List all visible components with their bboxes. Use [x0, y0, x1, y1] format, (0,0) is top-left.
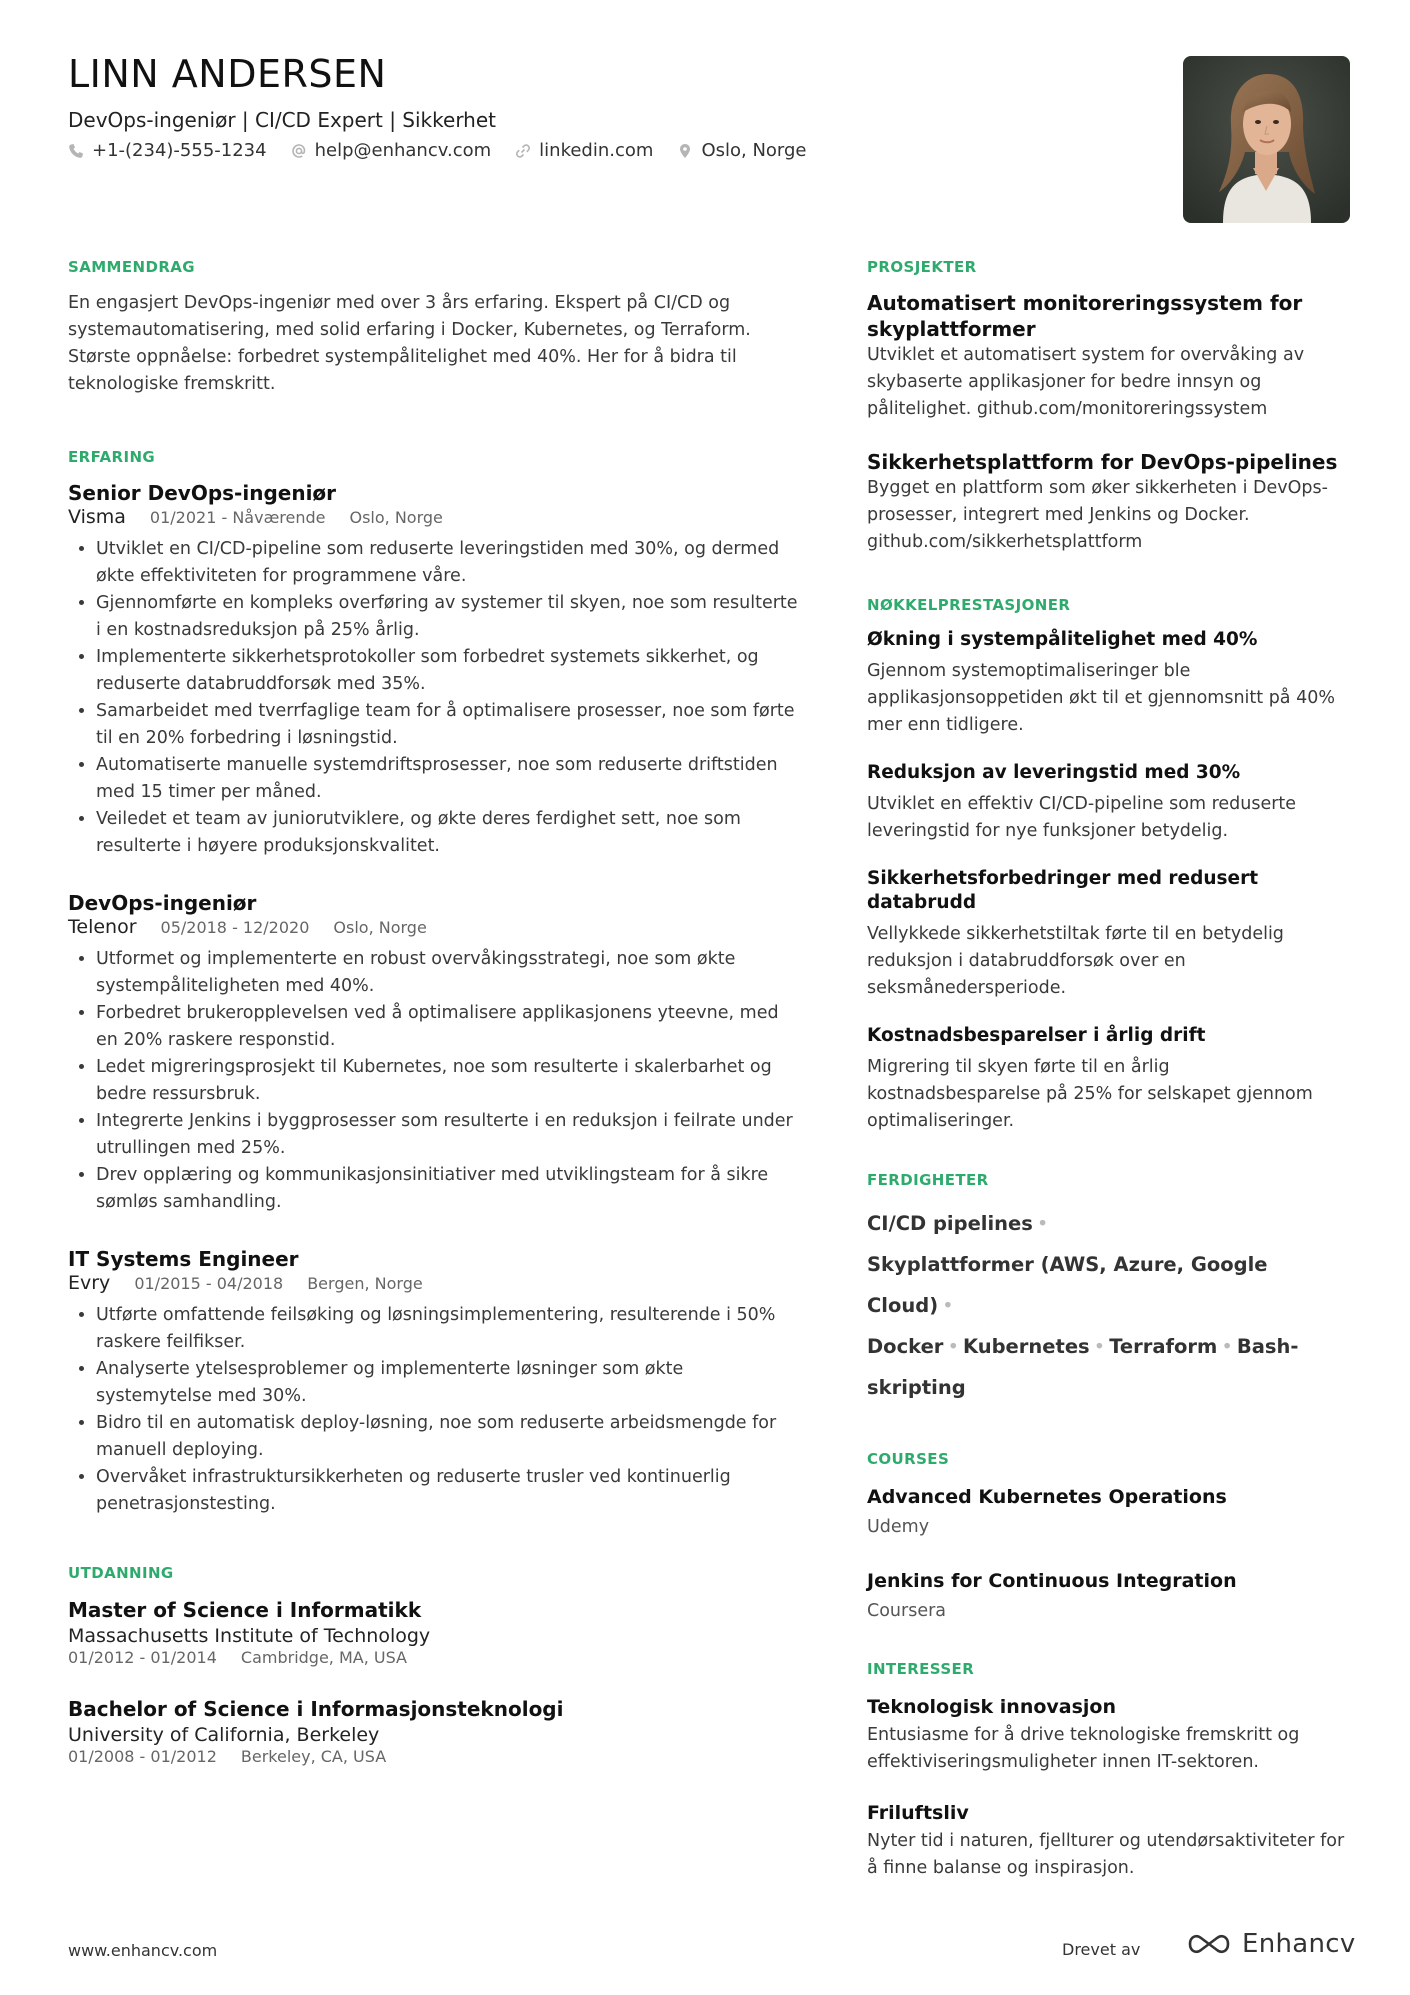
- interests-section: [867, 1660, 1347, 1882]
- job-bullet: • Utformet og implementerte en robust overvåkingsstrategi, noe som økte systempåliteligheten med 40%.: [96, 946, 798, 1000]
- skills-heading: FERDIGHETER: [867, 1171, 989, 1189]
- footer-website-link[interactable]: www.enhancv.com: [68, 1941, 218, 1960]
- education-degree: Bachelor of Science i Informasjonsteknologi: [68, 1697, 564, 1721]
- achievement-description: Utviklet en effektiv CI/CD-pipeline som reduserte leveringstid for nye funksjoner betydelig.: [867, 794, 1297, 841]
- education-location: Cambridge, MA, USA: [240, 1648, 407, 1667]
- job-bullet: • Bidro til en automatisk deploy-løsning, noe som reduserte arbeidsmengde for manuell deploying.: [96, 1410, 798, 1464]
- job-meta: [68, 916, 798, 938]
- achievement-entry: [867, 628, 1347, 739]
- job-dates: 01/2021 - Nåværende: [149, 508, 326, 527]
- education-location: Berkeley, CA, USA: [240, 1747, 387, 1766]
- job-bullets: [68, 1302, 798, 1518]
- skills-section: [867, 1171, 1347, 1408]
- job-meta: [68, 1272, 798, 1294]
- summary-heading: SAMMENDRAG: [68, 258, 195, 276]
- job-location: Bergen, Norge: [307, 1274, 423, 1293]
- job-title: DevOps-ingeniør: [68, 891, 257, 915]
- project-entry: [867, 290, 1347, 423]
- job-bullet: • Analyserte ytelsesproblemer og implementerte løsninger som økte systemytelse med 30%.: [96, 1356, 798, 1410]
- education-entry: [68, 1596, 798, 1667]
- candidate-headline: DevOps-ingeniør | CI/CD Expert | Sikkerhet: [68, 108, 497, 132]
- separator-dot: •: [1036, 1212, 1049, 1235]
- phone-text: +1-(234)-555-1234: [92, 140, 267, 161]
- skill-tag: Terraform: [1109, 1335, 1218, 1358]
- contact-linkedin[interactable]: [515, 140, 653, 161]
- separator-dot: •: [947, 1335, 959, 1358]
- location-text: Oslo, Norge: [701, 140, 807, 161]
- achievement-entry: [867, 761, 1347, 845]
- skill-row: [867, 1244, 1347, 1326]
- achievement-description: Vellykkede sikkerhetstiltak førte til en betydelig reduksjon i databruddforsøk over en seksmånedersperiode.: [867, 924, 1284, 998]
- achievements-section: [867, 596, 1347, 1135]
- education-school: University of California, Berkeley: [68, 1724, 380, 1746]
- job-bullets: [68, 946, 798, 1216]
- portrait-image: [1183, 56, 1350, 223]
- job-title: Senior DevOps-ingeniør: [68, 481, 337, 505]
- brand-wordmark: Enhancv: [1242, 1929, 1356, 1959]
- job-bullet: • Utførte omfattende feilsøking og løsningsimplementering, resulterende i 50% raskere feilfikser.: [96, 1302, 798, 1356]
- courses-heading: COURSES: [867, 1450, 950, 1468]
- project-title: Automatisert monitoreringssystem for skyplattformer: [867, 291, 1303, 341]
- project-entry: [867, 449, 1347, 556]
- projects-section: [867, 258, 1347, 556]
- enhancv-logo-icon: [1186, 1931, 1232, 1957]
- interest-entry: [867, 1692, 1347, 1776]
- job-company: Telenor: [68, 916, 137, 938]
- job-entry: [68, 890, 798, 1216]
- course-entry: [867, 1482, 1347, 1542]
- job-title: IT Systems Engineer: [68, 1247, 299, 1271]
- job-bullet: • Overvåket infrastruktursikkerheten og reduserte trusler ved kontinuerlig penetrasjonstesting.: [96, 1464, 798, 1518]
- education-dates: 01/2008 - 01/2012: [68, 1747, 217, 1766]
- achievement-entry: [867, 867, 1347, 1002]
- achievement-description: Migrering til skyen førte til en årlig kostnadsbesparelse på 25% for selskapet gjennom optimaliseringer.: [867, 1057, 1313, 1131]
- job-company: Evry: [68, 1272, 111, 1294]
- interest-title: Friluftsliv: [867, 1802, 969, 1824]
- contact-email[interactable]: [291, 140, 492, 161]
- separator-dot: •: [1221, 1335, 1233, 1358]
- interest-description: Nyter tid i naturen, fjellturer og utendørsaktiviteter for å finne balanse og inspirasjon.: [867, 1831, 1345, 1878]
- project-description: Bygget en plattform som øker sikkerheten i DevOps-prosesser, integrert med Jenkins og Docker. github.com/sikkerhetsplattform: [867, 478, 1328, 552]
- skill-tag: Docker: [867, 1335, 944, 1358]
- job-bullet: • Veiledet et team av juniorutviklere, og økte deres ferdighet sett, noe som resulterte i høyere produksjonskvalitet.: [96, 806, 798, 860]
- interest-title: Teknologisk innovasjon: [867, 1696, 1117, 1718]
- education-meta: [68, 1747, 798, 1766]
- education-degree: Master of Science i Informatikk: [68, 1598, 422, 1622]
- interest-entry: [867, 1798, 1347, 1882]
- interests-heading: INTERESSER: [867, 1660, 975, 1678]
- course-provider: Udemy: [867, 1517, 930, 1537]
- education-entry: [68, 1695, 798, 1766]
- skill-tag: CI/CD pipelines: [867, 1212, 1033, 1235]
- projects-heading: PROSJEKTER: [867, 258, 977, 276]
- job-location: Oslo, Norge: [349, 508, 443, 527]
- interest-description: Entusiasme for å drive teknologiske fremskritt og effektiviseringsmuligheter innen IT-sektoren.: [867, 1725, 1300, 1772]
- education-dates: 01/2012 - 01/2014: [68, 1648, 217, 1667]
- summary-text: En engasjert DevOps-ingeniør med over 3 års erfaring. Ekspert på CI/CD og systemautomatisering, med solid erfaring i Docker, Kubernetes, og Terraform. Største oppnåelse: forbedret systempålitelighet med 40%. Her for å bidra til teknologiske fremskritt.: [68, 293, 751, 394]
- job-bullet: • Forbedret brukeropplevelsen ved å optimalisere applikasjonens yteevne, med en 20% raskere responstid.: [96, 1000, 798, 1054]
- right-column: [867, 258, 1347, 1926]
- experience-section: [68, 448, 798, 1518]
- contact-location: [677, 140, 806, 161]
- skill-tag: Bash-skripting: [867, 1335, 1299, 1399]
- job-bullet: • Utviklet en CI/CD-pipeline som reduserte leveringstiden med 30%, og dermed økte effektiviteten for programmene våre.: [96, 536, 798, 590]
- achievement-description: Gjennom systemoptimaliseringer ble applikasjonsoppetiden økt til et gjennomsnitt på 40% mer enn tidligere.: [867, 661, 1335, 735]
- course-entry: [867, 1566, 1347, 1626]
- achievement-title: Reduksjon av leveringstid med 30%: [867, 762, 1241, 783]
- job-bullet: • Implementerte sikkerhetsprotokoller som forbedret systemets sikkerhet, og reduserte databruddforsøk med 35%.: [96, 644, 798, 698]
- job-bullets: [68, 536, 798, 860]
- education-school: Massachusetts Institute of Technology: [68, 1625, 431, 1647]
- skill-row: [867, 1203, 1347, 1244]
- job-bullet: • Automatiserte manuelle systemdriftsprosesser, noe som reduserte driftstiden med 15 timer per måned.: [96, 752, 798, 806]
- skills-list: [867, 1203, 1347, 1408]
- education-heading: UTDANNING: [68, 1564, 174, 1582]
- at-icon: [291, 143, 307, 159]
- job-company: Visma: [68, 506, 126, 528]
- skill-row: [867, 1326, 1347, 1408]
- achievements-heading: NØKKELPRESTASJONER: [867, 596, 1071, 614]
- footer-powered-by: Drevet av: [1062, 1940, 1141, 1959]
- course-title: Jenkins for Continuous Integration: [867, 1570, 1237, 1592]
- project-description: Utviklet et automatisert system for overvåking av skybaserte applikasjoner for bedre innsyn og pålitelighet. github.com/monitoreringssystem: [867, 345, 1305, 419]
- left-column: [68, 258, 798, 1810]
- job-bullet: • Integrerte Jenkins i byggprosesser som resulterte i en reduksjon i feilrate under utrullingen med 25%.: [96, 1108, 798, 1162]
- job-entry: [68, 1246, 798, 1518]
- courses-section: [867, 1450, 1347, 1626]
- profile-photo: [1183, 56, 1350, 223]
- job-bullet: • Ledet migreringsprosjekt til Kubernetes, noe som resulterte i skalerbarhet og bedre ressursbruk.: [96, 1054, 798, 1108]
- education-section: [68, 1564, 798, 1766]
- education-meta: [68, 1648, 798, 1667]
- job-meta: [68, 506, 798, 528]
- achievement-title: Sikkerhetsforbedringer med redusert databrudd: [867, 868, 1259, 913]
- footer-brand-logo[interactable]: [1186, 1929, 1356, 1959]
- achievement-entry: [867, 1024, 1347, 1135]
- job-bullet: • Gjennomførte en kompleks overføring av systemer til skyen, noe som resulterte i en kostnadsreduksjon på 25% årlig.: [96, 590, 798, 644]
- separator-dot: •: [1093, 1335, 1106, 1358]
- project-title: Sikkerhetsplattform for DevOps-pipelines: [867, 450, 1338, 474]
- course-provider: Coursera: [867, 1601, 947, 1621]
- skill-tag: Kubernetes: [962, 1335, 1090, 1358]
- course-title: Advanced Kubernetes Operations: [867, 1486, 1227, 1508]
- achievement-title: Økning i systempålitelighet med 40%: [867, 629, 1258, 650]
- separator-dot: •: [942, 1294, 954, 1317]
- job-bullet: • Samarbeidet med tverrfaglige team for å optimalisere prosesser, noe som førte til en 20% forbedring i løsningstid.: [96, 698, 798, 752]
- location-pin-icon: [677, 143, 693, 159]
- link-icon: [515, 143, 531, 159]
- phone-icon: [68, 143, 84, 159]
- summary-section: [68, 258, 798, 398]
- job-bullet: • Drev opplæring og kommunikasjonsinitiativer med utviklingsteam for å sikre sømløs samhandling.: [96, 1162, 798, 1216]
- job-dates: 05/2018 - 12/2020: [160, 918, 310, 937]
- candidate-name: LINN ANDERSEN: [68, 52, 387, 96]
- linkedin-text: linkedin.com: [539, 140, 654, 161]
- achievement-title: Kostnadsbesparelser i årlig drift: [867, 1025, 1206, 1046]
- job-location: Oslo, Norge: [333, 918, 427, 937]
- experience-heading: ERFARING: [68, 448, 156, 466]
- job-entry: [68, 480, 798, 860]
- contact-phone[interactable]: [68, 140, 267, 161]
- skill-tag: Skyplattformer (AWS, Azure, Google Cloud): [867, 1253, 1268, 1317]
- job-dates: 01/2015 - 04/2018: [134, 1274, 284, 1293]
- contact-bar: [68, 140, 831, 161]
- email-text: help@enhancv.com: [314, 140, 492, 161]
